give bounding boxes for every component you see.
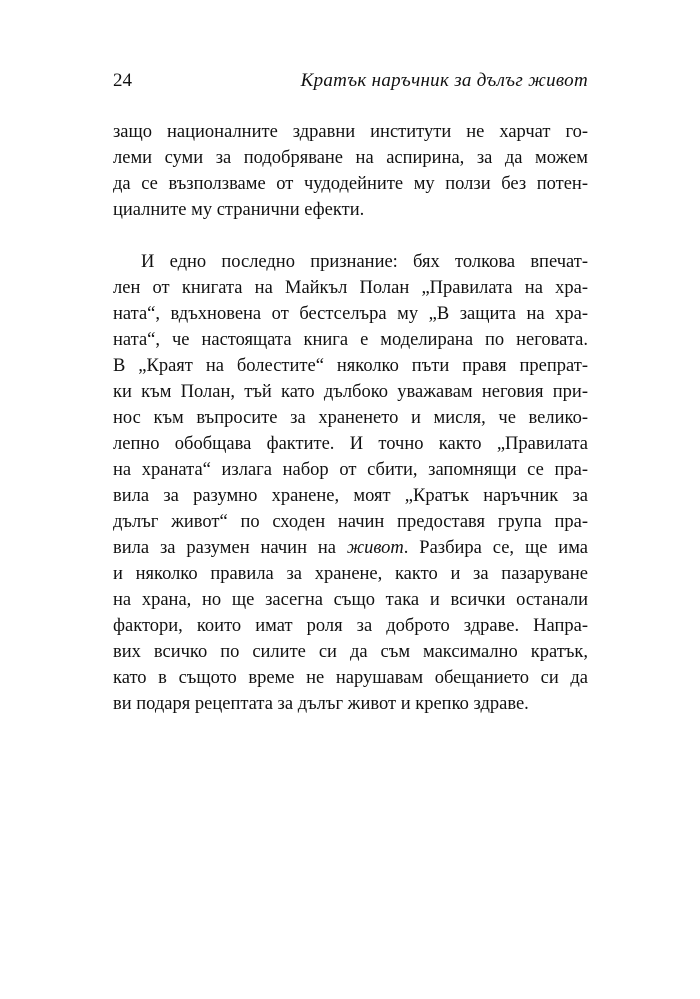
- text-line-with-italic: [113, 535, 588, 561]
- text-line: да се възползваме от чудодейните му ползи без потен-: [113, 174, 588, 194]
- text-line: ната“, вдъхновена от бестселъра му „В защита на хра-: [113, 304, 588, 324]
- paragraph-2: [113, 249, 588, 717]
- text-line: защо националните здравни институти не харчат го-: [113, 122, 588, 142]
- text-run: . Разбира се, ще има: [403, 538, 588, 558]
- text-line: В „Краят на болестите“ няколко пъти правя препрат-: [113, 356, 588, 376]
- paragraph-spacer: [113, 223, 588, 249]
- text-line: И едно последно признание: бях толкова впечат-: [141, 252, 588, 272]
- italic-word: живот: [346, 538, 404, 558]
- text-line: лен от книгата на Майкъл Полан „Правилата на хра-: [113, 278, 588, 298]
- paragraph-1: [113, 119, 588, 223]
- text-line: на храна, но ще засегна също така и всички останали: [113, 590, 588, 610]
- text-run: вила за разумен начин на: [113, 538, 347, 558]
- text-line: нос към въпросите за храненето и мисля, че велико-: [113, 408, 588, 428]
- text-line: вих всичко по силите си да съм максимално кратък,: [113, 642, 588, 662]
- text-line: вила за разумно хранене, моят „Кратък наръчник за: [113, 486, 588, 506]
- text-line: фактори, които имат роля за доброто здраве. Напра-: [113, 616, 588, 636]
- text-line: ки към Полан, тъй като дълбоко уважавам неговия при-: [113, 382, 588, 402]
- running-head: [113, 66, 588, 96]
- body-text: [113, 119, 588, 717]
- running-title: Кратък наръчник за дълъг живот: [300, 70, 588, 91]
- text-line: лепно обобщава фактите. И точно както „Правилата: [113, 434, 588, 454]
- text-line: леми суми за подобряване на аспирина, за да можем: [113, 148, 588, 168]
- text-line: циалните му странични ефекти.: [113, 200, 365, 220]
- text-line: ната“, че настоящата книга е моделирана по неговата.: [113, 330, 588, 350]
- text-line: и няколко правила за хранене, както и за пазаруване: [113, 564, 588, 584]
- text-line: ви подаря рецептата за дълъг живот и крепко здраве.: [113, 694, 529, 714]
- page-number: 24: [113, 70, 132, 91]
- text-line: на храната“ излага набор от сбити, запомнящи се пра-: [113, 460, 588, 480]
- text-line: като в същото време не нарушавам обещанието си да: [113, 668, 588, 688]
- text-line: дълъг живот“ по сходен начин предоставя група пра-: [113, 512, 588, 532]
